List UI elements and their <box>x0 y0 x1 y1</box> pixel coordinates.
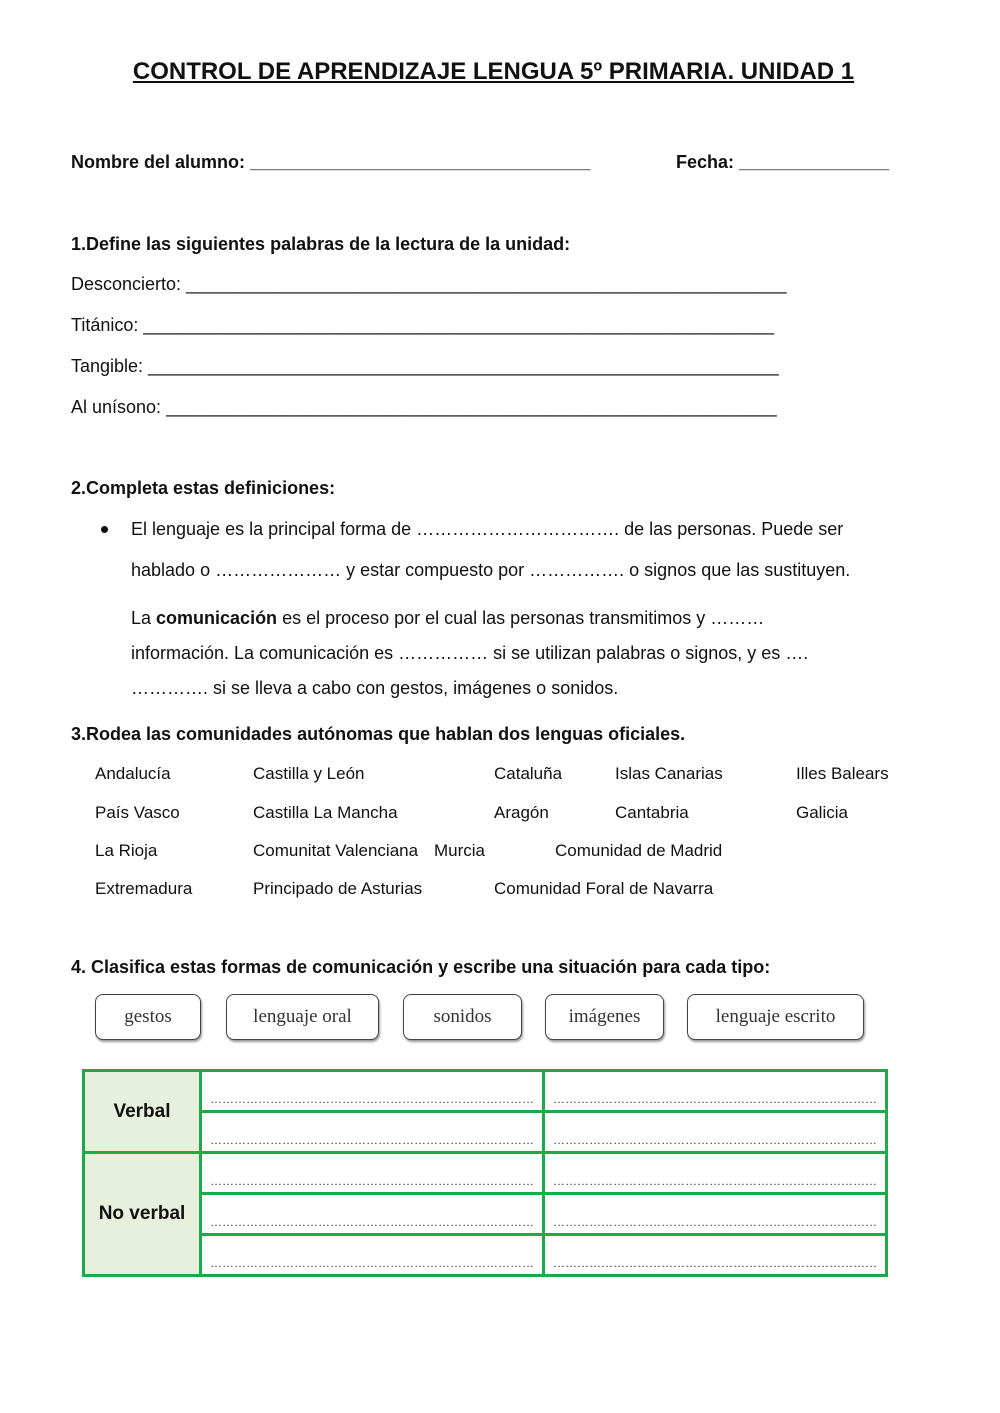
community-castilla-la-mancha[interactable]: Castilla La Mancha <box>253 803 398 822</box>
table-row <box>84 1071 887 1112</box>
answer-blank[interactable]: ……………………………………………………………………… <box>201 1194 544 1235</box>
comm-text-pre: La <box>131 608 157 628</box>
community-principado-de-asturias[interactable]: Principado de Asturias <box>253 879 423 898</box>
communication-definition-line2[interactable]: información. La comunicación es …………… si se utilizan palabras o signos, y es …. <box>131 643 809 663</box>
bullet-icon <box>101 526 108 533</box>
community-aragon[interactable]: Aragón <box>494 803 549 822</box>
comm-keyword: comunicación <box>156 608 278 628</box>
answer-blank[interactable]: ……………………………………………………………………… <box>544 1194 887 1235</box>
table-row <box>84 1235 887 1276</box>
comm-text-post: es el proceso por el cual las personas transmitimos y ……… <box>277 608 765 628</box>
answer-blank[interactable]: ……………………………………………………………………… <box>201 1071 544 1112</box>
community-comunidad-foral-de-navarra[interactable]: Comunidad Foral de Navarra <box>494 879 714 898</box>
table-row <box>84 1153 887 1194</box>
community-extremadura[interactable]: Extremadura <box>95 879 193 898</box>
community-galicia[interactable]: Galicia <box>796 803 848 822</box>
answer-blank[interactable]: ……………………………………………………………………… <box>201 1153 544 1194</box>
community-andalucia[interactable]: Andalucía <box>95 764 171 783</box>
answer-blank[interactable]: ……………………………………………………………………… <box>544 1071 887 1112</box>
answer-blank[interactable]: ……………………………………………………………………… <box>544 1112 887 1153</box>
community-castilla-y-leon[interactable]: Castilla y León <box>253 764 365 783</box>
chip-lenguaje-oral[interactable]: lenguaje oral <box>226 994 379 1040</box>
date-field[interactable]: Fecha: _______________ <box>676 152 890 172</box>
section3-heading: 3.Rodea las comunidades autónomas que hablan dos lenguas oficiales. <box>71 724 686 744</box>
community-comunidad-de-madrid[interactable]: Comunidad de Madrid <box>555 841 723 860</box>
community-murcia[interactable]: Murcia <box>434 841 486 860</box>
language-definition-line2[interactable]: hablado o ………………… y estar compuesto por ……………. o signos que las sustituyen. <box>131 560 851 580</box>
community-pais-vasco[interactable]: País Vasco <box>95 803 180 822</box>
section4-heading: 4. Clasifica estas formas de comunicación y escribe una situación para cada tipo: <box>71 957 771 977</box>
community-illes-balears[interactable]: Illes Balears <box>796 764 889 783</box>
definition-titanico[interactable]: Titánico: _______________________________________________________________ <box>71 315 775 335</box>
section2-heading: 2.Completa estas definiciones: <box>71 478 336 498</box>
answer-blank[interactable]: ……………………………………………………………………… <box>544 1235 887 1276</box>
community-la-rioja[interactable]: La Rioja <box>95 841 158 860</box>
student-name-field[interactable]: Nombre del alumno: __________________________________ <box>71 152 591 172</box>
section1-heading: 1.Define las siguientes palabras de la lectura de la unidad: <box>71 234 571 254</box>
definition-al-unisono[interactable]: Al unísono: _____________________________________________________________ <box>71 397 777 417</box>
chip-imagenes[interactable]: imágenes <box>545 994 664 1040</box>
community-cantabria[interactable]: Cantabria <box>615 803 689 822</box>
definition-tangible[interactable]: Tangible: _______________________________________________________________ <box>71 356 779 376</box>
definition-desconcierto[interactable]: Desconcierto: ____________________________________________________________ <box>71 274 787 294</box>
communication-definition-line3[interactable]: …………. si se lleva a cabo con gestos, imágenes o sonidos. <box>131 678 619 698</box>
community-cataluna[interactable]: Cataluña <box>494 764 563 783</box>
answer-blank[interactable]: ……………………………………………………………………… <box>201 1112 544 1153</box>
chip-lenguaje-escrito[interactable]: lenguaje escrito <box>687 994 864 1040</box>
no-verbal-label: No verbal <box>84 1153 201 1276</box>
table-row <box>84 1194 887 1235</box>
chip-gestos[interactable]: gestos <box>95 994 201 1040</box>
community-comunitat-valenciana[interactable]: Comunitat Valenciana <box>253 841 419 860</box>
language-definition-line1[interactable]: El lenguaje es la principal forma de ……………………………. de las personas. Puede ser <box>131 519 844 539</box>
answer-blank[interactable]: ……………………………………………………………………… <box>201 1235 544 1276</box>
page-title: CONTROL DE APRENDIZAJE LENGUA 5º PRIMARIA. UNIDAD 1 <box>132 58 855 85</box>
chip-sonidos[interactable]: sonidos <box>403 994 522 1040</box>
classification-table <box>82 1069 888 1277</box>
community-islas-canarias[interactable]: Islas Canarias <box>615 764 723 783</box>
table-row <box>84 1112 887 1153</box>
answer-blank[interactable]: ……………………………………………………………………… <box>544 1153 887 1194</box>
verbal-label: Verbal <box>84 1071 201 1153</box>
communication-definition-line1[interactable] <box>131 608 764 629</box>
